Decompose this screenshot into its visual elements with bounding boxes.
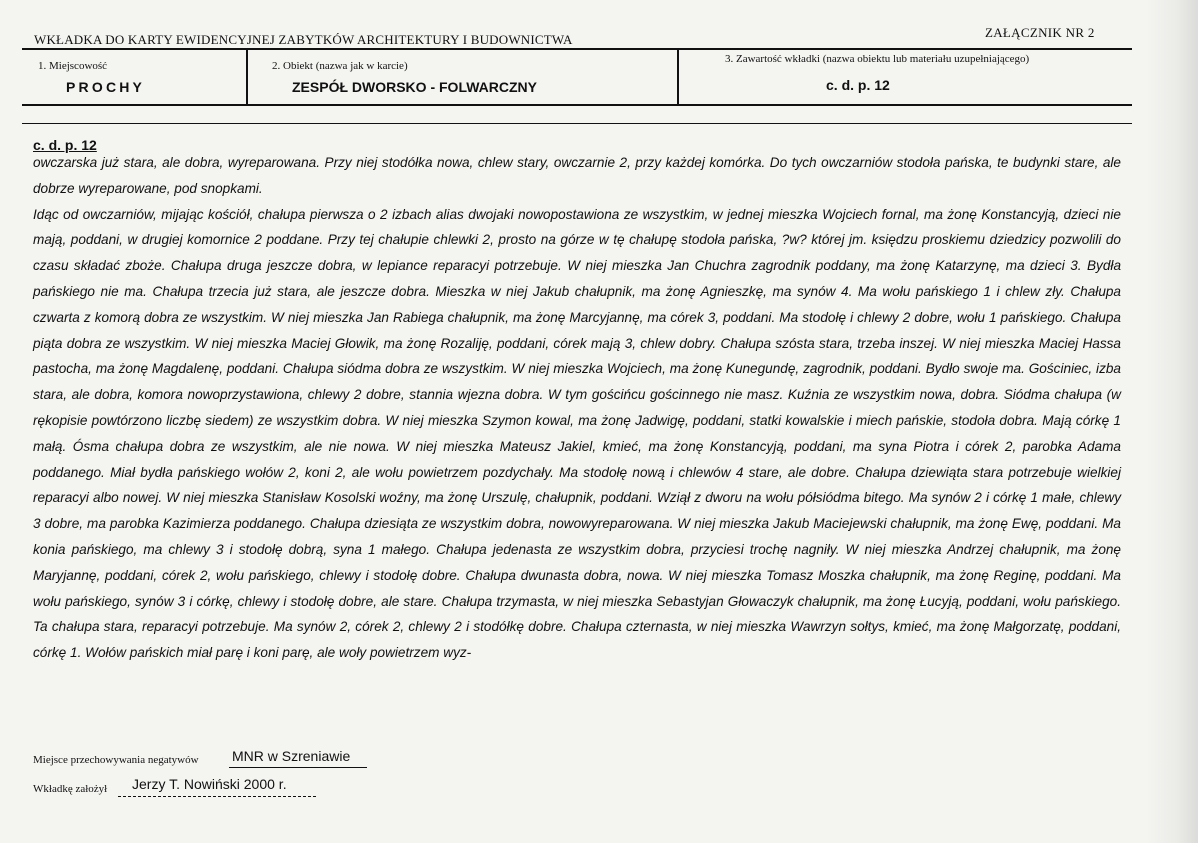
field-divider-1: [246, 48, 248, 106]
body-paragraph: owczarska już stara, ale dobra, wyreparowana. Przy niej stodółka nowa, chlew stary, owczarnie 2, przy każdej komórka. Do tych owczarniów stodoła pańska, te budynki stare, ale dobrze wyreparowane, pod snopkami.: [33, 155, 1121, 196]
annex-number: ZAŁĄCZNIK NR 2: [985, 25, 1095, 40]
document-body: [33, 150, 1121, 666]
header-rule-top: [22, 48, 1132, 50]
contents-value: c. d. p. 12: [826, 77, 890, 93]
object-label: 2. Obiekt (nazwa jak w karcie): [272, 60, 408, 72]
object-value: ZESPÓŁ DWORSKO - FOLWARCZNY: [292, 79, 537, 95]
author-underline: [118, 796, 316, 797]
section-separator: [22, 123, 1132, 124]
author-value: Jerzy T. Nowiński 2000 r.: [132, 776, 287, 792]
locality-label: 1. Miejscowość: [38, 60, 108, 72]
contents-label: 3. Zawartość wkładki (nazwa obiektu lub materiału uzupełniającego): [725, 53, 1030, 65]
locality-value: PROCHY: [66, 79, 146, 95]
header-rule-bottom: [22, 104, 1132, 106]
body-paragraph: Idąc od owczarniów, mijając kościół, chałupa pierwsza o 2 izbach alias dwojaki nowopostawiona ze wszystkim, w jednej mieszka Wojciech fornal, ma żonę Konstancyją, dzieci nie mają, poddani, w drugiej komornice 2 poddane. Przy tej chałupie chlewki 2, prosto na górze w tę chałupę stodoła pańska, ?w? której jm. księdzu proskiemu dziedzicy pozwolili do czasu składać zboże. Chałupa druga jeszcze dobra, w lepiance reparacyi potrzebuje. W niej mieszka Jan Chuchra zagrodnik poddany, ma żonę Katarzynę, ma dzieci 3. Bydła pańskiego nie ma. Chałupa trzecia już stara, ale jeszcze dobra. Mieszka w niej Jakub chałupnik, ma żonę Agnieszkę, ma synów 4. Ma wołu pańskiego 1 i chlew zły. Chałupa czwarta z komorą dobra ze wszystkim. W niej mieszka Jan Rabiega chałupnik, ma żonę Marcyjannę, ma córek 3, poddani. Ma stodołę i chlewy 2 dobre, wołu 1 pańskiego. Chałupa piąta dobra ze wszystkim. W niej mieszka Maciej Głowik, ma żonę Rozaliję, poddani, córek mają 3, chlew dobry. Chałupa szósta stara, trzeba inszej. W niej mieszka Maciej Hassa pastocha, ma żonę Magdalenę, poddani. Chałupa siódma dobra ze wszystkim. W niej mieszka Wojciech, ma żonę Kunegundę, zagrodnik, poddani. Bydło swoje ma. Gościniec, izba stara, ale dobra, komora nowoprzystawiona, chlewy 2 dobre, stannia wjezna dobra. W tym gościńcu gościnnego nie masz. Kuźnia ze wszystkim nowa, dobra. Siódma chałupa (w rękopisie powtórzono liczbę siedem) ze wszystkim dobra. W niej mieszka Szymon kowal, ma żonę Jadwigę, poddani, statki kowalskie i miech pańskie, stodoła dobra. Mają córkę 1 małą. Ósma chałupa dobra ze wszystkim, ale nie nowa. W niej mieszka Mateusz Jakiel, kmieć, ma żonę Konstancyją, poddani, ma syna Piotra i córek 2, parobka Adama poddanego. Miał bydła pańskiego wołów 2, koni 2, ale wołu powietrzem pozdychały. Ma stodołę nową i chlewów 4 stare, ale dobre. Chałupa dziewiąta stara potrzebuje wielkiej reparacyi albo nowej. W niej mieszka Stanisław Kosolski woźny, ma żonę Urszulę, chałupnik, poddani. Wziął z dworu na wołu półsiódma bitego. Ma synów 2 i córkę 1 małe, chlewy 3 dobre, ma parobka Kazimierza poddanego. Chałupa dziesiąta ze wszystkim dobra, nowowyreparowana. W niej mieszka Jakub Maciejewski chałupnik, ma żonę Ewę, poddani. Ma konia pańskiego, ma chlewy 3 i stodołę dobrą, syna 1 małego. Chałupa jedenasta ze wszystkim dobra, przyciesi trochę nagniły. W niej mieszka Andrzej chałupnik, ma żonę Maryjannę, poddani, córek 2, wołu pańskiego, chlewy i stodołę dobre. Chałupa dwunasta dobra, nowa. W niej mieszka Tomasz Moszka chałupnik, ma żonę Reginę, poddani. Ma wołu pańskiego, synów 3 i córkę, chlewy i stodołę dobre, ale stare. Chałupa trzymasta, w niej mieszka Sebastyjan Głowaczyk chałupnik, ma żonę Łucyją, poddani, wołu pańskiego. Ta chałupa stara, reparacyi potrzebuje. Ma synów 2, córek 2, chlewy 2 i stodółkę dobre. Chałupa czternasta, w niej mieszka Wawrzyn sołtys, kmieć, ma żonę Małgorzatę, poddani, córkę 1. Wołów pańskich miał parę i koni parę, ale woły powietrzem wyz-: [33, 206, 1121, 661]
negatives-value: MNR w Szreniawie: [232, 748, 351, 764]
continuation-heading: c. d. p. 12: [33, 137, 97, 153]
negatives-underline: [229, 767, 367, 768]
form-title: WKŁADKA DO KARTY EWIDENCYJNEJ ZABYTKÓW ARCHITEKTURY I BUDOWNICTWA: [34, 32, 573, 47]
author-label: Wkładkę założył: [33, 783, 108, 795]
field-divider-2: [677, 48, 679, 106]
scan-edge-shadow: [1146, 0, 1198, 843]
negatives-label: Miejsce przechowywania negatywów: [33, 754, 199, 766]
